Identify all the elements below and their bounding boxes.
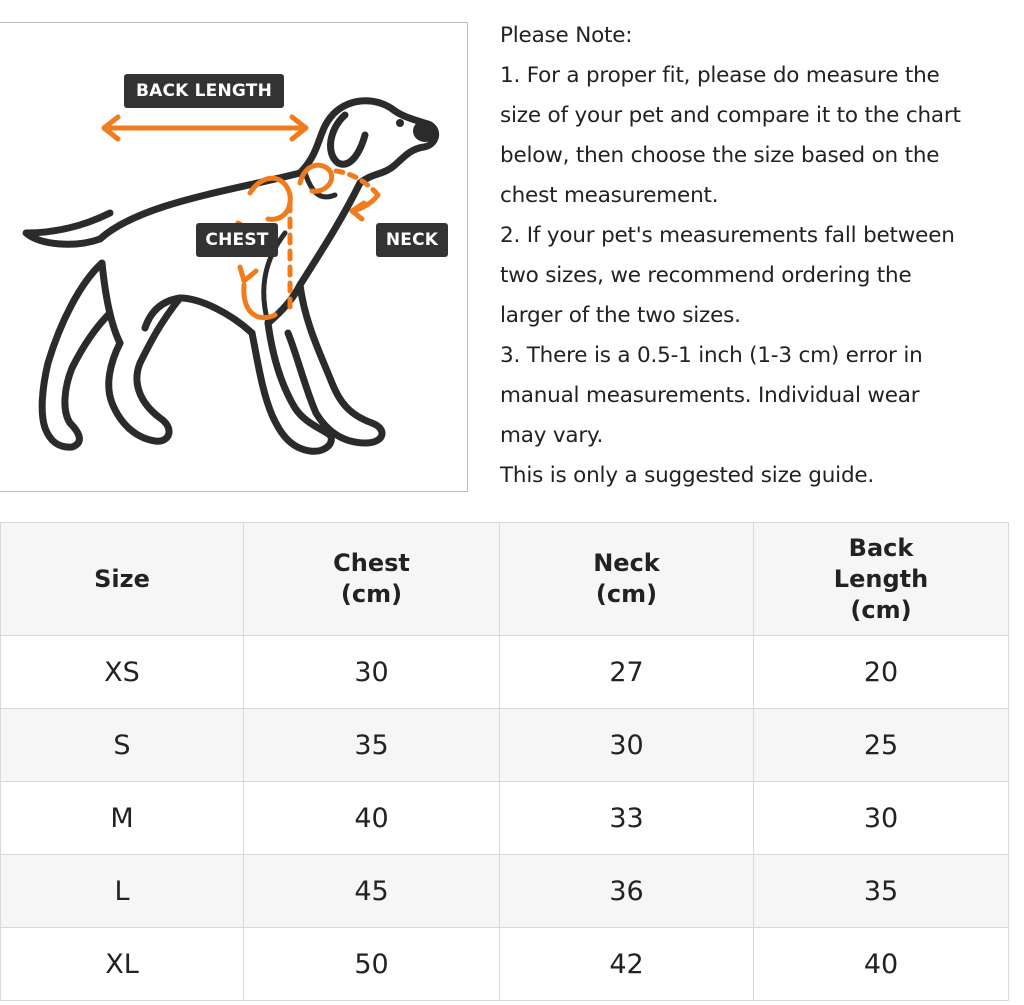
measurement-marks	[104, 117, 378, 318]
table-row	[1, 855, 1009, 928]
table-row	[1, 782, 1009, 855]
cell-neck: 30	[500, 709, 754, 782]
table-row	[1, 928, 1009, 1001]
back-length-label: BACK LENGTH	[124, 74, 284, 108]
note-line: manual measurements. Individual wear	[500, 383, 920, 408]
cell-back-length: 20	[754, 636, 1009, 709]
cell-size: XL	[1, 928, 244, 1001]
note-line: 2. If your pet's measurements fall between	[500, 223, 955, 248]
cell-chest: 50	[244, 928, 500, 1001]
cell-back-length: 35	[754, 855, 1009, 928]
header-back-length: Back Length (cm)	[754, 523, 1009, 636]
measurement-diagram	[0, 22, 468, 492]
header-size: Size	[1, 523, 244, 636]
note-line: 1. For a proper fit, please do measure the	[500, 63, 940, 88]
cell-chest: 40	[244, 782, 500, 855]
header-neck: Neck (cm)	[500, 523, 754, 636]
note-line: chest measurement.	[500, 183, 719, 208]
note-line: Please Note:	[500, 23, 633, 48]
table-header-row	[1, 523, 1009, 636]
cell-size: S	[1, 709, 244, 782]
dog-outline	[26, 101, 436, 452]
note-line: larger of the two sizes.	[500, 303, 741, 328]
note-line: may vary.	[500, 423, 604, 448]
note-line: 3. There is a 0.5-1 inch (1-3 cm) error in	[500, 343, 923, 368]
table-row	[1, 636, 1009, 709]
cell-neck: 36	[500, 855, 754, 928]
cell-neck: 33	[500, 782, 754, 855]
dog-nose	[413, 120, 437, 142]
cell-neck: 27	[500, 636, 754, 709]
size-chart-table	[0, 522, 1009, 1001]
chest-label: CHEST	[196, 223, 278, 257]
cell-size: M	[1, 782, 244, 855]
note-line: size of your pet and compare it to the chart	[500, 103, 961, 128]
note-line: below, then choose the size based on the	[500, 143, 940, 168]
cell-chest: 30	[244, 636, 500, 709]
cell-back-length: 40	[754, 928, 1009, 1001]
cell-neck: 42	[500, 928, 754, 1001]
please-note-text	[500, 16, 1020, 496]
table-row	[1, 709, 1009, 782]
cell-chest: 35	[244, 709, 500, 782]
header-chest: Chest (cm)	[244, 523, 500, 636]
cell-size: XS	[1, 636, 244, 709]
neck-label: NECK	[376, 223, 448, 257]
note-line: two sizes, we recommend ordering the	[500, 263, 912, 288]
cell-size: L	[1, 855, 244, 928]
cell-back-length: 25	[754, 709, 1009, 782]
note-line: This is only a suggested size guide.	[500, 463, 875, 488]
cell-back-length: 30	[754, 782, 1009, 855]
cell-chest: 45	[244, 855, 500, 928]
dog-eye	[396, 119, 404, 127]
chest-loop	[250, 178, 290, 219]
